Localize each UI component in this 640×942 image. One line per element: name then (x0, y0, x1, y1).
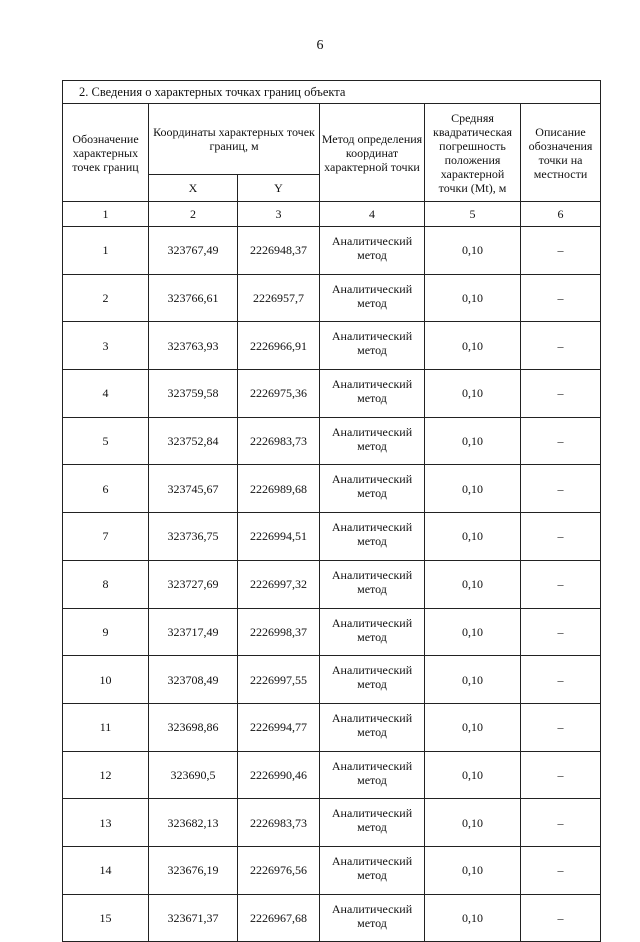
y-coordinate-cell: 2226957,7 (238, 274, 320, 322)
method-cell: Аналитический метод (320, 274, 425, 322)
method-cell: Аналитический метод (320, 322, 425, 370)
column-number: 6 (521, 202, 601, 227)
y-coordinate-cell: 2226990,46 (238, 751, 320, 799)
column-number: 3 (238, 202, 320, 227)
error-cell: 0,10 (425, 751, 521, 799)
method-cell: Аналитический метод (320, 799, 425, 847)
column-number: 4 (320, 202, 425, 227)
table-row (63, 465, 601, 513)
method-cell: Аналитический метод (320, 656, 425, 704)
x-coordinate-cell: 323708,49 (149, 656, 238, 704)
error-cell: 0,10 (425, 513, 521, 561)
y-coordinate-cell: 2226983,73 (238, 417, 320, 465)
table-row (63, 799, 601, 847)
y-coordinate-cell: 2226994,77 (238, 703, 320, 751)
y-coordinate-cell: 2226998,37 (238, 608, 320, 656)
boundary-points-table (62, 80, 601, 942)
header-point-designation: Обозначение характерных точек границ (63, 104, 149, 202)
error-cell: 0,10 (425, 608, 521, 656)
table-row (63, 751, 601, 799)
point-cell: 8 (63, 560, 149, 608)
point-cell: 13 (63, 799, 149, 847)
description-cell: – (521, 513, 601, 561)
column-number: 2 (149, 202, 238, 227)
error-cell: 0,10 (425, 560, 521, 608)
point-cell: 12 (63, 751, 149, 799)
header-method: Метод определения координат характерной точки (320, 104, 425, 202)
method-cell: Аналитический метод (320, 894, 425, 942)
error-cell: 0,10 (425, 227, 521, 275)
x-coordinate-cell: 323717,49 (149, 608, 238, 656)
method-cell: Аналитический метод (320, 465, 425, 513)
x-coordinate-cell: 323745,67 (149, 465, 238, 513)
description-cell: – (521, 274, 601, 322)
point-cell: 1 (63, 227, 149, 275)
description-cell: – (521, 608, 601, 656)
point-cell: 2 (63, 274, 149, 322)
point-cell: 11 (63, 703, 149, 751)
description-cell: – (521, 560, 601, 608)
description-cell: – (521, 465, 601, 513)
point-cell: 9 (63, 608, 149, 656)
error-cell: 0,10 (425, 799, 521, 847)
table-row (63, 322, 601, 370)
method-cell: Аналитический метод (320, 608, 425, 656)
error-cell: 0,10 (425, 417, 521, 465)
x-coordinate-cell: 323766,61 (149, 274, 238, 322)
table-row (63, 370, 601, 418)
error-cell: 0,10 (425, 656, 521, 704)
table-row (63, 703, 601, 751)
y-coordinate-cell: 2226994,51 (238, 513, 320, 561)
section-title: 2. Сведения о характерных точках границ объекта (63, 81, 601, 104)
header-y: Y (238, 175, 320, 202)
description-cell: – (521, 322, 601, 370)
column-number: 1 (63, 202, 149, 227)
y-coordinate-cell: 2226948,37 (238, 227, 320, 275)
error-cell: 0,10 (425, 465, 521, 513)
header-x: X (149, 175, 238, 202)
x-coordinate-cell: 323698,86 (149, 703, 238, 751)
method-cell: Аналитический метод (320, 846, 425, 894)
description-cell: – (521, 799, 601, 847)
error-cell: 0,10 (425, 894, 521, 942)
x-coordinate-cell: 323763,93 (149, 322, 238, 370)
description-cell: – (521, 417, 601, 465)
method-cell: Аналитический метод (320, 751, 425, 799)
y-coordinate-cell: 2226997,32 (238, 560, 320, 608)
point-cell: 3 (63, 322, 149, 370)
point-cell: 6 (63, 465, 149, 513)
x-coordinate-cell: 323759,58 (149, 370, 238, 418)
point-cell: 10 (63, 656, 149, 704)
x-coordinate-cell: 323682,13 (149, 799, 238, 847)
method-cell: Аналитический метод (320, 513, 425, 561)
table-row (63, 846, 601, 894)
x-coordinate-cell: 323736,75 (149, 513, 238, 561)
table-row (63, 608, 601, 656)
x-coordinate-cell: 323671,37 (149, 894, 238, 942)
table-row (63, 560, 601, 608)
y-coordinate-cell: 2226983,73 (238, 799, 320, 847)
point-cell: 7 (63, 513, 149, 561)
method-cell: Аналитический метод (320, 560, 425, 608)
error-cell: 0,10 (425, 274, 521, 322)
x-coordinate-cell: 323767,49 (149, 227, 238, 275)
x-coordinate-cell: 323676,19 (149, 846, 238, 894)
table-row (63, 894, 601, 942)
description-cell: – (521, 751, 601, 799)
y-coordinate-cell: 2226976,56 (238, 846, 320, 894)
description-cell: – (521, 656, 601, 704)
error-cell: 0,10 (425, 846, 521, 894)
point-cell: 5 (63, 417, 149, 465)
description-cell: – (521, 227, 601, 275)
table-row (63, 513, 601, 561)
method-cell: Аналитический метод (320, 227, 425, 275)
header-coordinates: Координаты характерных точек границ, м (149, 104, 320, 175)
y-coordinate-cell: 2226997,55 (238, 656, 320, 704)
error-cell: 0,10 (425, 322, 521, 370)
description-cell: – (521, 894, 601, 942)
description-cell: – (521, 370, 601, 418)
y-coordinate-cell: 2226989,68 (238, 465, 320, 513)
table-row (63, 656, 601, 704)
y-coordinate-cell: 2226966,91 (238, 322, 320, 370)
column-number: 5 (425, 202, 521, 227)
description-cell: – (521, 846, 601, 894)
x-coordinate-cell: 323727,69 (149, 560, 238, 608)
point-cell: 14 (63, 846, 149, 894)
description-cell: – (521, 703, 601, 751)
x-coordinate-cell: 323752,84 (149, 417, 238, 465)
header-error: Средняя квадратическая погрешность положения характерной точки (Мt), м (425, 104, 521, 202)
error-cell: 0,10 (425, 703, 521, 751)
y-coordinate-cell: 2226967,68 (238, 894, 320, 942)
point-cell: 15 (63, 894, 149, 942)
table-row (63, 417, 601, 465)
error-cell: 0,10 (425, 370, 521, 418)
method-cell: Аналитический метод (320, 703, 425, 751)
point-cell: 4 (63, 370, 149, 418)
table-row (63, 227, 601, 275)
y-coordinate-cell: 2226975,36 (238, 370, 320, 418)
method-cell: Аналитический метод (320, 417, 425, 465)
x-coordinate-cell: 323690,5 (149, 751, 238, 799)
header-description: Описание обозначения точки на местности (521, 104, 601, 202)
table-row (63, 274, 601, 322)
page-number: 6 (316, 38, 324, 53)
method-cell: Аналитический метод (320, 370, 425, 418)
